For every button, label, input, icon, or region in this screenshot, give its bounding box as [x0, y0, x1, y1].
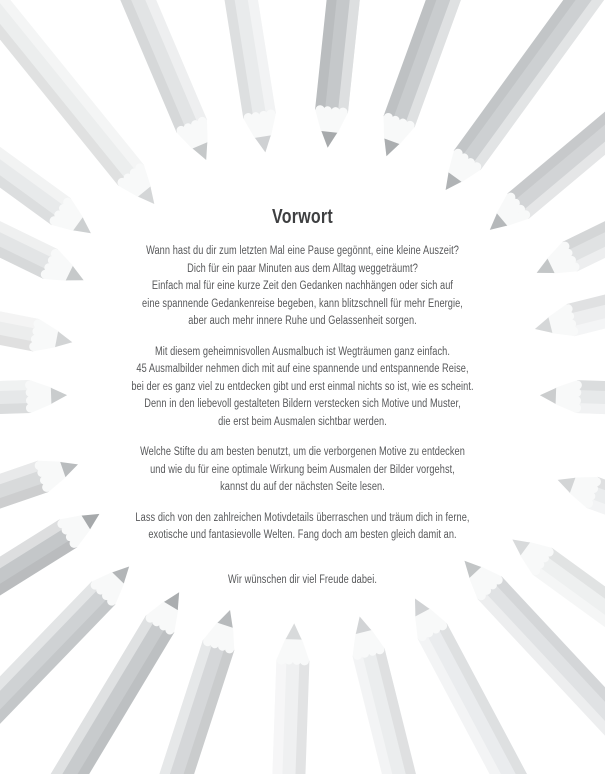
text-line: Wann hast du dir zum letzten Mal eine Pause gegönnt, eine kleine Auszeit?	[146, 245, 459, 257]
paragraph	[61, 510, 545, 545]
text-line: Mit diesem geheimnisvollen Ausmalbuch ist Wegträumen ganz einfach.	[154, 345, 451, 358]
text-line: und wie du für eine optimale Wirkung beim Ausmalen der Bilder vorgehst,	[150, 463, 455, 476]
pencil-illustration	[311, 0, 392, 150]
pencil-illustration	[262, 623, 311, 774]
text-line: eine spannende Gedankenreise begeben, kann blitzschnell für mehr Energie,	[142, 297, 463, 310]
pencil-illustration	[539, 379, 605, 428]
text-line: Wir wünschen dir viel Freude dabei.	[227, 573, 378, 586]
pencil-illustration	[0, 379, 68, 428]
text-line: aber auch mehr innere Ruhe und Gelassenheit sorgen.	[188, 315, 417, 327]
text-line: Lass dich von den zahlreichen Motivdetails überraschen und träum dich in ferne,	[135, 511, 470, 524]
paragraph	[61, 344, 545, 432]
text-line: bei der es ganz viel zu entdecken gibt und erst einmal nichts so ist, wie es scheint.	[131, 380, 474, 393]
text-line: 45 Ausmalbilder nehmen dich mit auf eine spannende und entspannende Reise,	[136, 363, 469, 375]
preface-text	[61, 243, 545, 589]
text-line: Denn in den liebevoll gestalteten Bildern verstecken sich Motive und Muster,	[144, 398, 461, 410]
page-title: Vorwort	[272, 206, 333, 228]
closing-line	[61, 572, 545, 590]
paragraph	[61, 444, 545, 497]
paragraph	[61, 243, 545, 331]
text-line: die erst beim Ausmalen sichtbar werden.	[218, 415, 387, 428]
preface-content	[61, 204, 545, 589]
text-line: Dich für ein paar Minuten aus dem Alltag weggeträumt?	[187, 262, 418, 275]
text-line: Welche Stifte du am besten benutzt, um die verborgenen Motive zu entdecken	[140, 446, 465, 458]
text-line: kannst du auf der nächsten Seite lesen.	[220, 481, 385, 493]
text-line: exotische und fantasievolle Welten. Fang doch am besten gleich damit an.	[148, 529, 457, 541]
text-line: Einfach mal für eine kurze Zeit den Gedanken nachhängen oder sich auf	[151, 280, 454, 292]
